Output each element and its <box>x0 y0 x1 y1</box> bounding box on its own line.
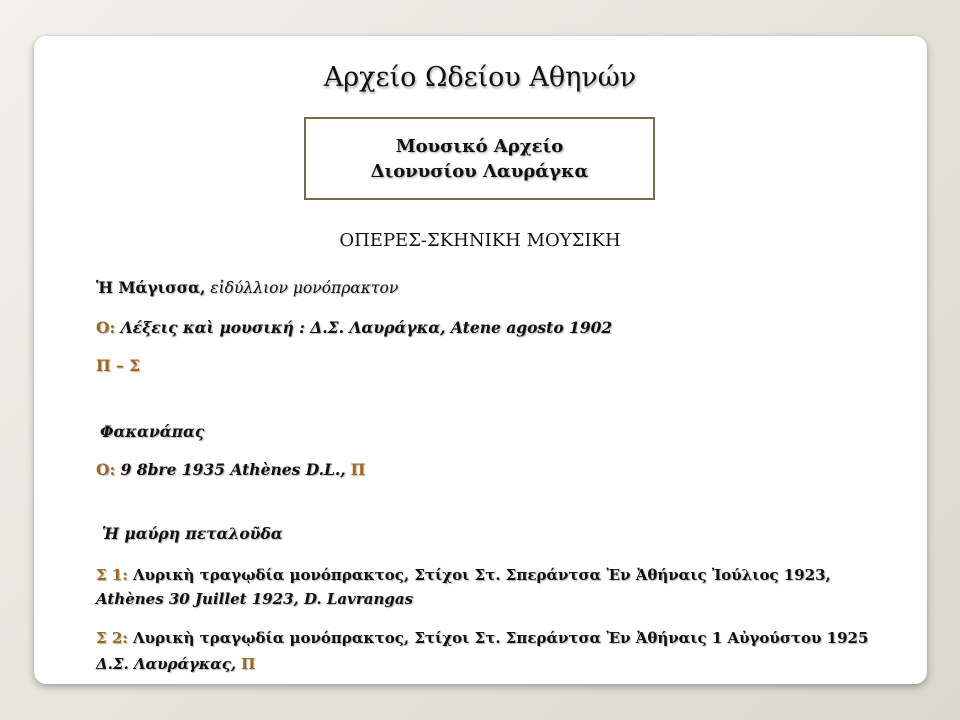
work-title-line <box>96 278 398 297</box>
entry-line <box>96 318 612 337</box>
section-heading: ΟΠΕΡΕΣ-ΣΚΗΝΙΚΗ ΜΟΥΣΙΚΗ <box>339 230 621 251</box>
archive-name-line1: Μουσικό Αρχείο <box>395 135 564 157</box>
work-subtitle: εἰδύλλιον μονόπρακτον <box>205 279 399 297</box>
entry-line-continued <box>96 655 255 673</box>
entry-text: Λέξεις καὶ μουσική : Δ.Σ. Λαυράγκα, Atene agosto 1902 <box>115 318 613 337</box>
entry-text: Λυρικὴ τραγῳδία μονόπρακτος, Στίχοι Στ. Σπεράντσα Ἐν Ἀθήναις 1 Αὐγούστου 1925 <box>127 629 869 647</box>
entry-text-continued: Δ.Σ. Λαυράγκας, <box>96 655 237 673</box>
entry-label: Σ 1: <box>96 566 128 584</box>
entry-label: Ο: <box>96 460 116 479</box>
work-title-line <box>102 524 283 543</box>
entry-text-continued: Athènes 30 Juillet 1923, D. Lavrangas <box>96 590 414 608</box>
entry-text: 9 8bre 1935 Athènes D.L., <box>115 460 346 479</box>
entry-line <box>96 566 831 584</box>
entry-line <box>96 629 868 647</box>
entry-label: Ο: <box>96 318 116 337</box>
entry-text: Λυρικὴ τραγῳδία μονόπρακτος, Στίχοι Στ. Σπεράντσα Ἐν Ἀθήναις Ἰούλιος 1923, <box>127 566 831 584</box>
archive-box <box>304 117 655 200</box>
work-title: Ἡ μαύρη πεταλοῦδα <box>102 524 283 543</box>
entry-suffix-label: Π <box>350 460 366 479</box>
work-title-line <box>100 422 204 441</box>
page-title: Αρχείο Ωδείου Αθηνών <box>323 62 637 93</box>
archive-name-line2: Διονυσίου Λαυράγκα <box>370 160 589 182</box>
entry-line <box>96 460 365 479</box>
entry-suffix-label: Π <box>241 655 256 673</box>
work-title: Ἡ Μάγισσα, <box>96 278 206 297</box>
entry-label: Σ 2: <box>96 629 128 647</box>
entry-label: Π – Σ <box>96 356 141 375</box>
work-title: Φακανάπας <box>100 422 205 441</box>
entry-line <box>96 356 140 375</box>
entry-line-continued <box>96 590 413 608</box>
